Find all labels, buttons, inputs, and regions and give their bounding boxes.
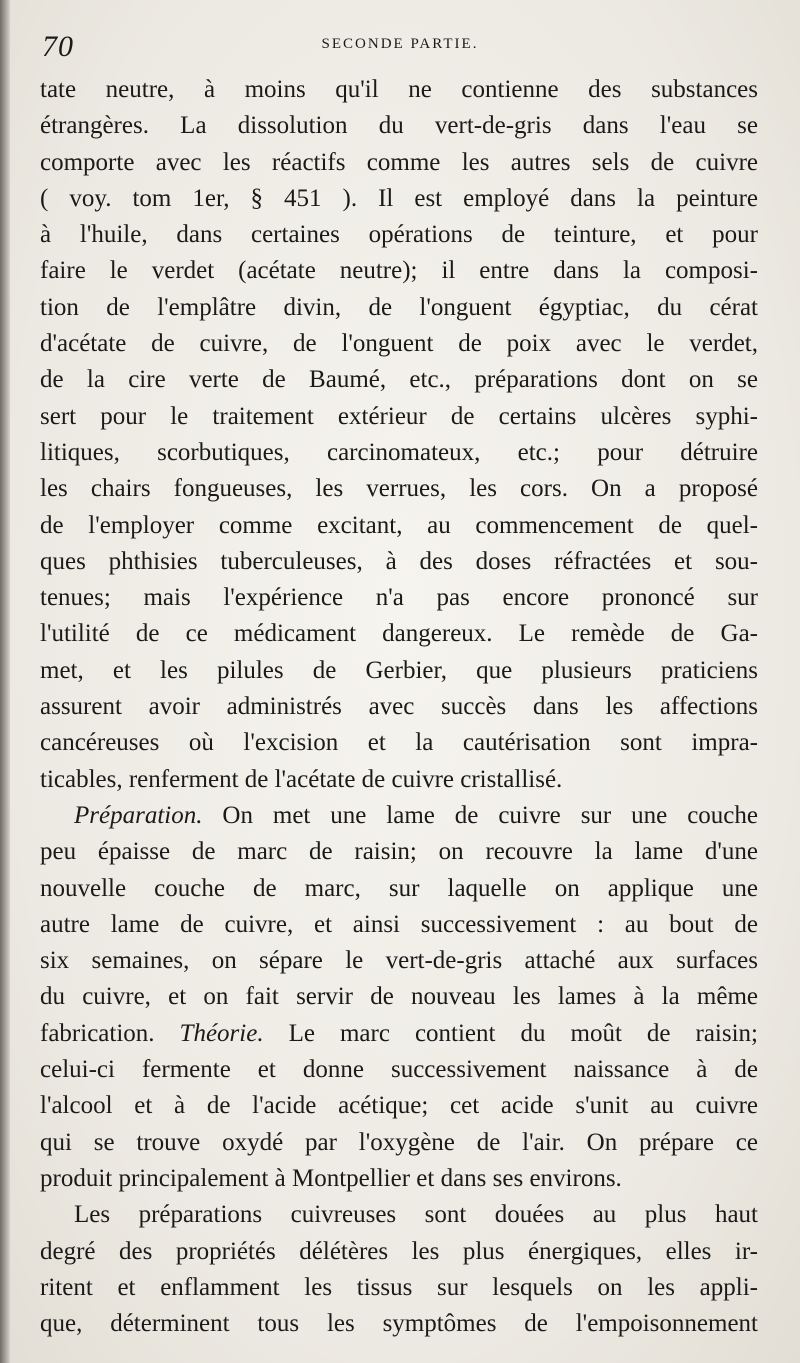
text-line: celui-ci fermente et donne successivement naissance à de <box>40 1056 758 1084</box>
text-line: ques phthisies tuberculeuses, à des doses réfractées et sou- <box>40 547 758 575</box>
text-line: produit principalement à Montpellier et dans ses environs. <box>40 1164 622 1192</box>
text-line: de l'employer comme excitant, au commencement de quel- <box>40 511 758 539</box>
theory-label: Théorie. <box>179 1019 264 1047</box>
text-line: ticables, renferment de l'acétate de cuivre cristallisé. <box>40 765 563 793</box>
body-text <box>40 72 758 1342</box>
preparation-label: Préparation. <box>74 801 203 829</box>
text-fragment: On met une lame de cuivre sur une couche <box>202 801 758 829</box>
text-line <box>40 1016 758 1052</box>
text-line: litiques, scorbutiques, carcinomateux, etc.; pour détruire <box>40 438 758 466</box>
text-line: les chairs fongueuses, les verrues, les cors. On a proposé <box>40 475 758 503</box>
paragraph-1 <box>40 72 758 798</box>
text-line: tenues; mais l'expérience n'a pas encore prononcé sur <box>40 584 758 612</box>
text-line: met, et les pilules de Gerbier, que plusieurs praticiens <box>40 656 758 684</box>
text-line: que, déterminent tous les symptômes de l'empoisonnement <box>40 1310 758 1338</box>
text-line: Les préparations cuivreuses sont douées au plus haut <box>74 1201 758 1229</box>
page-header <box>42 30 758 62</box>
text-line: à l'huile, dans certaines opérations de teinture, et pour <box>40 221 758 249</box>
page-gutter-shadow <box>0 0 10 1363</box>
text-line: nouvelle couche de marc, sur laquelle on applique une <box>40 874 758 902</box>
text-line: peu épaisse de marc de raisin; on recouvre la lame d'une <box>40 838 758 866</box>
text-line <box>40 798 758 834</box>
page-number: 70 <box>42 30 74 63</box>
text-line: d'acétate de cuivre, de l'onguent de poix avec le verdet, <box>40 330 758 358</box>
text-line: cancéreuses où l'excision et la cautérisation sont impra- <box>40 729 758 757</box>
text-line: du cuivre, et on fait servir de nouveau les lames à la même <box>40 983 758 1011</box>
text-line: six semaines, on sépare le vert-de-gris attaché aux surfaces <box>40 947 758 975</box>
text-line: qui se trouve oxydé par l'oxygène de l'air. On prépare ce <box>40 1128 758 1156</box>
text-line: étrangères. La dissolution du vert-de-gris dans l'eau se <box>40 112 758 140</box>
paragraph-3 <box>40 1197 758 1342</box>
text-line: assurent avoir administrés avec succès dans les affections <box>40 693 758 721</box>
text-fragment: fabrication. <box>40 1019 180 1047</box>
text-line: comporte avec les réactifs comme les autres sels de cuivre <box>40 148 758 176</box>
text-line: sert pour le traitement extérieur de certains ulcères syphi- <box>40 402 758 430</box>
text-line: l'utilité de ce médicament dangereux. Le remède de Ga- <box>40 620 758 648</box>
text-line: tate neutre, à moins qu'il ne contienne des substances <box>40 76 758 103</box>
text-line: autre lame de cuivre, et ainsi successivement : au bout de <box>40 910 758 938</box>
text-line: ritent et enflamment les tissus sur lesquels on les appli- <box>40 1273 758 1301</box>
running-head: SECONDE PARTIE. <box>321 36 479 52</box>
text-line: ( voy. tom 1er, § 451 ). Il est employé dans la peinture <box>40 184 758 212</box>
paragraph-2 <box>40 798 758 1197</box>
text-line: de la cire verte de Baumé, etc., préparations dont on se <box>40 366 758 394</box>
text-line: degré des propriétés délétères les plus énergiques, elles ir- <box>40 1237 758 1265</box>
text-line: tion de l'emplâtre divin, de l'onguent égyptiac, du cérat <box>40 293 758 321</box>
text-fragment: Le marc contient du moût de raisin; <box>263 1019 758 1047</box>
text-line: l'alcool et à de l'acide acétique; cet acide s'unit au cuivre <box>40 1092 758 1120</box>
text-line: faire le verdet (acétate neutre); il entre dans la composi- <box>40 257 758 285</box>
